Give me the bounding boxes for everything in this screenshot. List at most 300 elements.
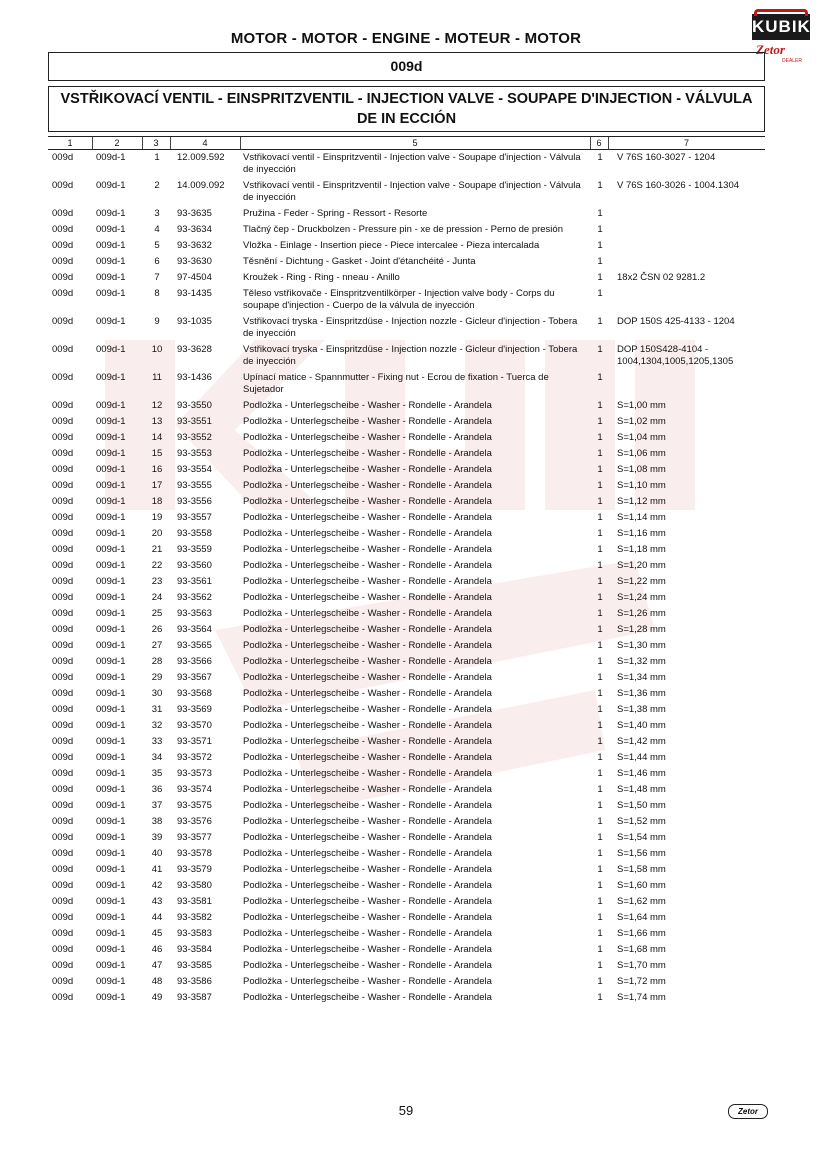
cell-c5: Podložka - Unterlegscheibe - Washer - Rondelle - Arandela xyxy=(243,784,492,795)
cell-c1: 009d xyxy=(52,416,74,427)
cell-c1: 009d xyxy=(52,316,74,327)
cell-c5: Podložka - Unterlegscheibe - Washer - Rondelle - Arandela xyxy=(243,640,492,651)
cell-c1: 009d xyxy=(52,736,74,747)
cell-c2: 009d-1 xyxy=(96,592,126,603)
cell-c2: 009d-1 xyxy=(96,480,126,491)
cell-c4: 93-3587 xyxy=(177,992,212,1003)
cell-c2: 009d-1 xyxy=(96,344,126,355)
cell-c4: 93-3560 xyxy=(177,560,212,571)
cell-c4: 93-3564 xyxy=(177,624,212,635)
cell-c5: Podložka - Unterlegscheibe - Washer - Rondelle - Arandela xyxy=(243,992,492,1003)
cell-c3: 11 xyxy=(152,372,162,383)
cell-c3: 23 xyxy=(151,576,163,587)
cell-c5: Podložka - Unterlegscheibe - Washer - Rondelle - Arandela xyxy=(243,608,492,619)
cell-c7: S=1,24 mm xyxy=(617,592,666,603)
cell-c5: Podložka - Unterlegscheibe - Washer - Rondelle - Arandela xyxy=(243,832,492,843)
cell-c3: 21 xyxy=(151,544,163,555)
cell-c4: 93-3554 xyxy=(177,464,212,475)
cell-c4: 93-3632 xyxy=(177,240,212,251)
logo-tiny: DEALER xyxy=(782,58,803,64)
cell-c6: 1 xyxy=(597,152,603,163)
cell-c5: Těleso vstřikovače - Einspritzventilkörper - Injection valve body - Corps du soupape d'injection - Cuerpo de la válvula de inyección xyxy=(243,288,555,311)
cell-c2: 009d-1 xyxy=(96,448,126,459)
cell-c2: 009d-1 xyxy=(96,656,126,667)
cell-c1: 009d xyxy=(52,928,74,939)
cell-c2: 009d-1 xyxy=(96,288,126,299)
cell-c7: S=1,08 mm xyxy=(617,464,666,475)
cell-c3: 31 xyxy=(151,704,163,715)
cell-c6: 1 xyxy=(597,180,603,191)
cell-c4: 93-3581 xyxy=(177,896,212,907)
cell-c2: 009d-1 xyxy=(96,736,126,747)
cell-c2: 009d-1 xyxy=(96,976,126,987)
cell-c5: Vložka - Einlage - Insertion piece - Piece intercalee - Pieza intercalada xyxy=(243,240,540,251)
cell-c6: 1 xyxy=(597,768,603,779)
cell-c4: 93-3630 xyxy=(177,256,212,267)
cell-c1: 009d xyxy=(52,448,74,459)
cell-c2: 009d-1 xyxy=(96,608,126,619)
footer-zetor-logo: Zetor xyxy=(728,1104,768,1119)
cell-c5: Podložka - Unterlegscheibe - Washer - Rondelle - Arandela xyxy=(243,688,492,699)
cell-c1: 009d xyxy=(52,832,74,843)
cell-c6: 1 xyxy=(597,224,603,235)
cell-c3: 12 xyxy=(151,400,163,411)
cell-c1: 009d xyxy=(52,624,74,635)
cell-c7: S=1,56 mm xyxy=(617,848,666,859)
cell-c1: 009d xyxy=(52,576,74,587)
cell-c5: Podložka - Unterlegscheibe - Washer - Rondelle - Arandela xyxy=(243,432,492,443)
cell-c1: 009d xyxy=(52,592,74,603)
cell-c3: 49 xyxy=(151,992,163,1003)
cell-c4: 93-3584 xyxy=(177,944,212,955)
cell-c1: 009d xyxy=(52,848,74,859)
cell-c2: 009d-1 xyxy=(96,316,126,327)
cell-c2: 009d-1 xyxy=(96,960,126,971)
cell-c2: 009d-1 xyxy=(96,672,126,683)
cell-c5: Podložka - Unterlegscheibe - Washer - Rondelle - Arandela xyxy=(243,944,492,955)
cell-c6: 1 xyxy=(597,372,603,383)
cell-c7: S=1,30 mm xyxy=(617,640,666,651)
logo-sub: Zetor xyxy=(756,42,785,57)
cell-c1: 009d xyxy=(52,800,74,811)
cell-c1: 009d xyxy=(52,608,74,619)
cell-c4: 93-3586 xyxy=(177,976,212,987)
page-title: MOTOR - MOTOR - ENGINE - MOTEUR - MOTOR xyxy=(230,30,582,47)
cell-c1: 009d xyxy=(52,976,74,987)
cell-c7: S=1,58 mm xyxy=(617,864,666,875)
col-num-4: 4 xyxy=(202,138,208,148)
cell-c7: 18x2 ČSN 02 9281.2 xyxy=(617,272,706,283)
cell-c3: 8 xyxy=(154,288,160,299)
cell-c2: 009d-1 xyxy=(96,512,126,523)
cell-c3: 43 xyxy=(151,896,163,907)
cell-c3: 36 xyxy=(151,784,163,795)
section-code: 009d xyxy=(48,52,765,81)
cell-c3: 5 xyxy=(154,240,160,251)
cell-c1: 009d xyxy=(52,896,74,907)
cell-c3: 45 xyxy=(151,928,163,939)
cell-c2: 009d-1 xyxy=(96,544,126,555)
cell-c1: 009d xyxy=(52,560,74,571)
cell-c5: Podložka - Unterlegscheibe - Washer - Rondelle - Arandela xyxy=(243,864,492,875)
cell-c7: S=1,04 mm xyxy=(617,432,666,443)
cell-c6: 1 xyxy=(597,560,603,571)
cell-c2: 009d-1 xyxy=(96,992,126,1003)
cell-c5: Podložka - Unterlegscheibe - Washer - Rondelle - Arandela xyxy=(243,768,492,779)
cell-c4: 93-3567 xyxy=(177,672,212,683)
cell-c4: 93-3555 xyxy=(177,480,212,491)
cell-c3: 37 xyxy=(151,800,163,811)
cell-c4: 93-3572 xyxy=(177,752,212,763)
cell-c7: S=1,22 mm xyxy=(617,576,666,587)
cell-c7: S=1,36 mm xyxy=(617,688,666,699)
cell-c5: Podložka - Unterlegscheibe - Washer - Rondelle - Arandela xyxy=(243,960,492,971)
cell-c6: 1 xyxy=(597,400,603,411)
cell-c5: Podložka - Unterlegscheibe - Washer - Rondelle - Arandela xyxy=(243,512,492,523)
cell-c4: 93-3556 xyxy=(177,496,212,507)
cell-c5: Podložka - Unterlegscheibe - Washer - Rondelle - Arandela xyxy=(243,592,492,603)
cell-c5: Podložka - Unterlegscheibe - Washer - Rondelle - Arandela xyxy=(243,880,492,891)
cell-c4: 93-3558 xyxy=(177,528,212,539)
cell-c4: 93-3583 xyxy=(177,928,212,939)
cell-c2: 009d-1 xyxy=(96,880,126,891)
cell-c7: S=1,46 mm xyxy=(617,768,666,779)
cell-c6: 1 xyxy=(597,896,603,907)
cell-c5: Podložka - Unterlegscheibe - Washer - Rondelle - Arandela xyxy=(243,560,492,571)
cell-c7: S=1,52 mm xyxy=(617,816,666,827)
cell-c6: 1 xyxy=(597,528,603,539)
cell-c4: 93-3580 xyxy=(177,880,212,891)
cell-c4: 93-3574 xyxy=(177,784,212,795)
cell-c4: 93-3634 xyxy=(177,224,212,235)
cell-c2: 009d-1 xyxy=(96,944,126,955)
cell-c7: DOP 150S428-4104 - 1004,1304,1005,1205,1305 xyxy=(617,344,734,367)
cell-c6: 1 xyxy=(597,688,603,699)
cell-c7: S=1,48 mm xyxy=(617,784,666,795)
cell-c4: 93-3552 xyxy=(177,432,212,443)
cell-c5: Vstřikovací tryska - Einspritzdüse - Injection nozzle - Gicleur d'injection - Tobera de inyección xyxy=(243,316,578,339)
cell-c3: 39 xyxy=(151,832,163,843)
cell-c6: 1 xyxy=(597,592,603,603)
cell-c1: 009d xyxy=(52,152,74,163)
cell-c1: 009d xyxy=(52,992,74,1003)
cell-c3: 48 xyxy=(151,976,163,987)
cell-c5: Podložka - Unterlegscheibe - Washer - Rondelle - Arandela xyxy=(243,576,492,587)
cell-c1: 009d xyxy=(52,344,74,355)
cell-c4: 93-3628 xyxy=(177,344,212,355)
cell-c5: Pružina - Feder - Spring - Ressort - Resorte xyxy=(243,208,428,219)
cell-c3: 13 xyxy=(151,416,163,427)
cell-c7: S=1,62 mm xyxy=(617,896,666,907)
col-num-6: 6 xyxy=(596,138,602,148)
cell-c6: 1 xyxy=(597,416,603,427)
cell-c2: 009d-1 xyxy=(96,928,126,939)
cell-c7: S=1,74 mm xyxy=(617,992,666,1003)
cell-c1: 009d xyxy=(52,372,74,383)
cell-c3: 29 xyxy=(151,672,163,683)
cell-c2: 009d-1 xyxy=(96,848,126,859)
cell-c3: 40 xyxy=(151,848,163,859)
cell-c5: Podložka - Unterlegscheibe - Washer - Rondelle - Arandela xyxy=(243,848,492,859)
cell-c4: 93-3553 xyxy=(177,448,212,459)
cell-c7: S=1,60 mm xyxy=(617,880,666,891)
cell-c7: S=1,20 mm xyxy=(617,560,666,571)
cell-c3: 9 xyxy=(154,316,160,327)
cell-c3: 16 xyxy=(151,464,163,475)
cell-c4: 93-3573 xyxy=(177,768,212,779)
cell-c6: 1 xyxy=(597,208,603,219)
cell-c3: 47 xyxy=(151,960,163,971)
cell-c5: Podložka - Unterlegscheibe - Washer - Rondelle - Arandela xyxy=(243,928,492,939)
cell-c7: S=1,70 mm xyxy=(617,960,666,971)
cell-c2: 009d-1 xyxy=(96,432,126,443)
cell-c5: Podložka - Unterlegscheibe - Washer - Rondelle - Arandela xyxy=(243,672,492,683)
cell-c1: 009d xyxy=(52,912,74,923)
cell-c2: 009d-1 xyxy=(96,560,126,571)
cell-c4: 12.009.592 xyxy=(177,152,225,163)
cell-c7: S=1,02 mm xyxy=(617,416,666,427)
cell-c3: 44 xyxy=(151,912,163,923)
cell-c2: 009d-1 xyxy=(96,208,126,219)
cell-c1: 009d xyxy=(52,224,74,235)
cell-c6: 1 xyxy=(597,544,603,555)
cell-c1: 009d xyxy=(52,256,74,267)
cell-c6: 1 xyxy=(597,512,603,523)
cell-c6: 1 xyxy=(597,464,603,475)
cell-c3: 2 xyxy=(154,180,160,191)
cell-c5: Kroužek - Ring - Ring - nneau - Anillo xyxy=(243,272,400,283)
cell-c7: S=1,16 mm xyxy=(617,528,666,539)
cell-c4: 93-3551 xyxy=(177,416,212,427)
cell-c4: 93-3577 xyxy=(177,832,212,843)
cell-c6: 1 xyxy=(597,848,603,859)
cell-c2: 009d-1 xyxy=(96,912,126,923)
cell-c1: 009d xyxy=(52,656,74,667)
cell-c1: 009d xyxy=(52,672,74,683)
cell-c4: 14.009.092 xyxy=(177,180,225,191)
cell-c7: DOP 150S 425-4133 - 1204 xyxy=(617,316,735,327)
cell-c5: Podložka - Unterlegscheibe - Washer - Rondelle - Arandela xyxy=(243,976,492,987)
cell-c4: 97-4504 xyxy=(177,272,212,283)
cell-c6: 1 xyxy=(597,640,603,651)
cell-c1: 009d xyxy=(52,288,74,299)
cell-c7: S=1,42 mm xyxy=(617,736,666,747)
cell-c5: Podložka - Unterlegscheibe - Washer - Rondelle - Arandela xyxy=(243,480,492,491)
cell-c6: 1 xyxy=(597,800,603,811)
cell-c6: 1 xyxy=(597,864,603,875)
cell-c1: 009d xyxy=(52,432,74,443)
cell-c3: 4 xyxy=(154,224,160,235)
cell-c5: Podložka - Unterlegscheibe - Washer - Rondelle - Arandela xyxy=(243,448,492,459)
cell-c4: 93-1435 xyxy=(177,288,212,299)
cell-c7: S=1,06 mm xyxy=(617,448,666,459)
cell-c5: Podložka - Unterlegscheibe - Washer - Rondelle - Arandela xyxy=(243,896,492,907)
cell-c4: 93-3635 xyxy=(177,208,212,219)
cell-c5: Vstřikovací ventil - Einspritzventil - Injection valve - Soupape d'injection - Válvula de inyección xyxy=(243,152,581,175)
cell-c4: 93-3578 xyxy=(177,848,212,859)
cell-c5: Podložka - Unterlegscheibe - Washer - Rondelle - Arandela xyxy=(243,528,492,539)
cell-c2: 009d-1 xyxy=(96,272,126,283)
cell-c6: 1 xyxy=(597,316,603,327)
cell-c7: S=1,72 mm xyxy=(617,976,666,987)
cell-c5: Tlačný čep - Druckbolzen - Pressure pin - xe de pression - Perno de presión xyxy=(243,224,563,235)
cell-c3: 19 xyxy=(151,512,163,523)
cell-c1: 009d xyxy=(52,480,74,491)
cell-c2: 009d-1 xyxy=(96,704,126,715)
cell-c3: 22 xyxy=(151,560,163,571)
cell-c6: 1 xyxy=(597,272,603,283)
cell-c7: S=1,28 mm xyxy=(617,624,666,635)
cell-c6: 1 xyxy=(597,832,603,843)
cell-c3: 20 xyxy=(151,528,163,539)
cell-c7: S=1,18 mm xyxy=(617,544,666,555)
cell-c7: S=1,50 mm xyxy=(617,800,666,811)
cell-c6: 1 xyxy=(597,880,603,891)
cell-c2: 009d-1 xyxy=(96,624,126,635)
cell-c4: 93-3566 xyxy=(177,656,212,667)
cell-c2: 009d-1 xyxy=(96,752,126,763)
cell-c2: 009d-1 xyxy=(96,720,126,731)
cell-c5: Podložka - Unterlegscheibe - Washer - Rondelle - Arandela xyxy=(243,544,492,555)
cell-c2: 009d-1 xyxy=(96,864,126,875)
cell-c3: 30 xyxy=(151,688,163,699)
cell-c3: 25 xyxy=(151,608,163,619)
cell-c7: S=1,44 mm xyxy=(617,752,666,763)
cell-c2: 009d-1 xyxy=(96,528,126,539)
cell-c6: 1 xyxy=(597,480,603,491)
cell-c2: 009d-1 xyxy=(96,464,126,475)
cell-c2: 009d-1 xyxy=(96,688,126,699)
cell-c5: Podložka - Unterlegscheibe - Washer - Rondelle - Arandela xyxy=(243,912,492,923)
cell-c5: Podložka - Unterlegscheibe - Washer - Rondelle - Arandela xyxy=(243,416,492,427)
cell-c1: 009d xyxy=(52,816,74,827)
cell-c3: 33 xyxy=(151,736,163,747)
cell-c4: 93-1436 xyxy=(177,372,212,383)
cell-c4: 93-3571 xyxy=(177,736,212,747)
cell-c1: 009d xyxy=(52,528,74,539)
cell-c1: 009d xyxy=(52,704,74,715)
cell-c6: 1 xyxy=(597,608,603,619)
cell-c7: S=1,26 mm xyxy=(617,608,666,619)
cell-c1: 009d xyxy=(52,640,74,651)
cell-c5: Podložka - Unterlegscheibe - Washer - Rondelle - Arandela xyxy=(243,656,492,667)
cell-c3: 17 xyxy=(151,480,163,491)
cell-c5: Podložka - Unterlegscheibe - Washer - Rondelle - Arandela xyxy=(243,400,492,411)
cell-c1: 009d xyxy=(52,768,74,779)
cell-c6: 1 xyxy=(597,448,603,459)
cell-c1: 009d xyxy=(52,272,74,283)
cell-c6: 1 xyxy=(597,672,603,683)
cell-c1: 009d xyxy=(52,544,74,555)
cell-c2: 009d-1 xyxy=(96,576,126,587)
cell-c5: Podložka - Unterlegscheibe - Washer - Rondelle - Arandela xyxy=(243,464,492,475)
cell-c4: 93-3568 xyxy=(177,688,212,699)
cell-c1: 009d xyxy=(52,400,74,411)
cell-c3: 10 xyxy=(151,344,163,355)
cell-c4: 93-3582 xyxy=(177,912,212,923)
cell-c5: Vstřikovací tryska - Einspritzdüse - Injection nozzle - Gicleur d'injection - Tobera de inyección xyxy=(243,344,578,367)
cell-c2: 009d-1 xyxy=(96,372,126,383)
cell-c3: 15 xyxy=(151,448,163,459)
cell-c1: 009d xyxy=(52,512,74,523)
cell-c2: 009d-1 xyxy=(96,224,126,235)
cell-c1: 009d xyxy=(52,784,74,795)
cell-c5: Těsnění - Dichtung - Gasket - Joint d'étanchéité - Junta xyxy=(243,256,476,267)
cell-c2: 009d-1 xyxy=(96,152,126,163)
cell-c3: 38 xyxy=(151,816,163,827)
cell-c3: 42 xyxy=(151,880,163,891)
cell-c3: 41 xyxy=(151,864,163,875)
cell-c7: S=1,54 mm xyxy=(617,832,666,843)
cell-c2: 009d-1 xyxy=(96,896,126,907)
cell-c5: Podložka - Unterlegscheibe - Washer - Rondelle - Arandela xyxy=(243,720,492,731)
cell-c5: Upínací matice - Spannmutter - Fixing nut - Ecrou de fixation - Tuerca de Sujetador xyxy=(243,372,549,395)
cell-c6: 1 xyxy=(597,240,603,251)
cell-c2: 009d-1 xyxy=(96,256,126,267)
cell-c7: S=1,64 mm xyxy=(617,912,666,923)
cell-c4: 93-3579 xyxy=(177,864,212,875)
cell-c3: 14 xyxy=(151,432,163,443)
cell-c5: Podložka - Unterlegscheibe - Washer - Rondelle - Arandela xyxy=(243,736,492,747)
cell-c6: 1 xyxy=(597,912,603,923)
cell-c1: 009d xyxy=(52,944,74,955)
cell-c4: 93-3563 xyxy=(177,608,212,619)
cell-c4: 93-3569 xyxy=(177,704,212,715)
cell-c6: 1 xyxy=(597,816,603,827)
page-number: 59 xyxy=(398,1103,414,1118)
cell-c4: 93-1035 xyxy=(177,316,212,327)
cell-c7: V 76S 160-3027 - 1204 xyxy=(617,152,716,163)
cell-c3: 6 xyxy=(154,256,160,267)
cell-c6: 1 xyxy=(597,928,603,939)
cell-c2: 009d-1 xyxy=(96,240,126,251)
cell-c1: 009d xyxy=(52,240,74,251)
cell-c1: 009d xyxy=(52,880,74,891)
cell-c1: 009d xyxy=(52,208,74,219)
cell-c7: S=1,40 mm xyxy=(617,720,666,731)
col-num-1: 1 xyxy=(67,138,73,148)
cell-c4: 93-3565 xyxy=(177,640,212,651)
cell-c3: 46 xyxy=(151,944,163,955)
cell-c3: 1 xyxy=(154,152,160,163)
cell-c2: 009d-1 xyxy=(96,800,126,811)
cell-c3: 34 xyxy=(151,752,163,763)
column-number-header xyxy=(48,136,765,150)
cell-c3: 18 xyxy=(151,496,163,507)
cell-c1: 009d xyxy=(52,180,74,191)
cell-c1: 009d xyxy=(52,960,74,971)
cell-c3: 35 xyxy=(151,768,163,779)
cell-c6: 1 xyxy=(597,344,603,355)
cell-c5: Podložka - Unterlegscheibe - Washer - Rondelle - Arandela xyxy=(243,496,492,507)
cell-c4: 93-3575 xyxy=(177,800,212,811)
cell-c2: 009d-1 xyxy=(96,400,126,411)
cell-c6: 1 xyxy=(597,656,603,667)
cell-c5: Podložka - Unterlegscheibe - Washer - Rondelle - Arandela xyxy=(243,816,492,827)
cell-c3: 32 xyxy=(151,720,163,731)
cell-c6: 1 xyxy=(597,496,603,507)
cell-c2: 009d-1 xyxy=(96,832,126,843)
cell-c3: 7 xyxy=(154,272,160,283)
cell-c6: 1 xyxy=(597,944,603,955)
cell-c5: Podložka - Unterlegscheibe - Washer - Rondelle - Arandela xyxy=(243,704,492,715)
cell-c6: 1 xyxy=(597,432,603,443)
cell-c1: 009d xyxy=(52,864,74,875)
cell-c2: 009d-1 xyxy=(96,784,126,795)
cell-c6: 1 xyxy=(597,784,603,795)
cell-c6: 1 xyxy=(597,992,603,1003)
cell-c2: 009d-1 xyxy=(96,640,126,651)
